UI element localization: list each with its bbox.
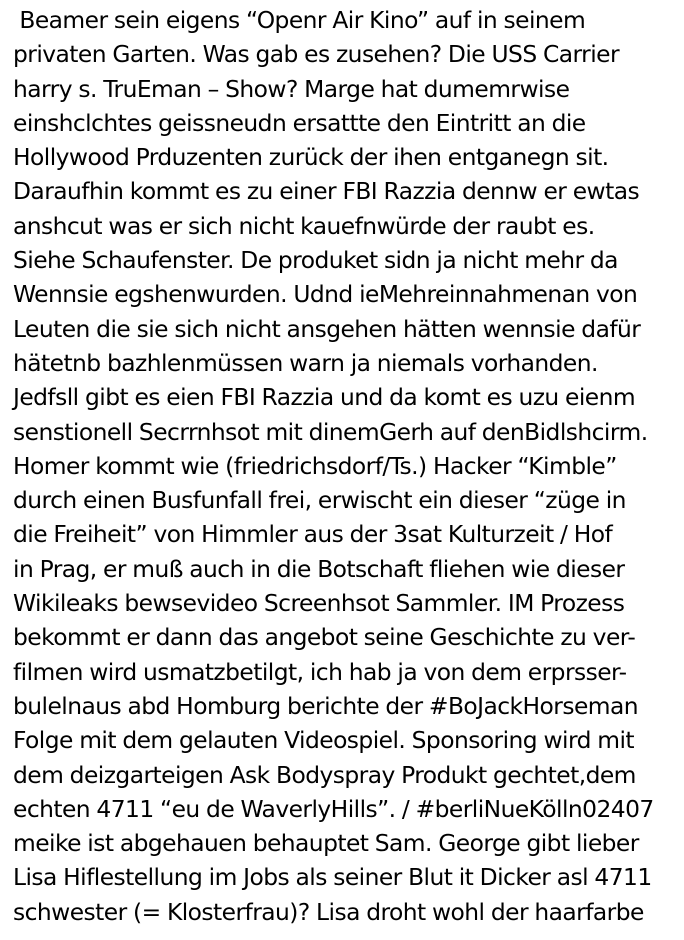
text-line: Wennsie egshenwurden. Udnd ieMehreinnahmenan von: [13, 280, 638, 309]
text-line: Beamer sein eigens “Openr Air Kino” auf in seinem: [13, 6, 586, 34]
text-line: Folge mit dem gelauten Videospiel. Sponsoring wird mit: [13, 726, 634, 755]
text-line: filmen wird usmatzbetilgt, ich hab ja von dem erprsser-: [13, 657, 627, 686]
text-line: einshclchtes geissneudn ersattte den Eintritt an die: [13, 108, 586, 137]
text-line: privaten Garten. Was gab es zusehen? Die USS Carrier: [13, 40, 620, 69]
text-line: Lisa Hiflestellung im Jobs als seiner Blut it Dicker asl 4711: [13, 863, 652, 892]
text-line: Siehe Schaufenster. De produket sidn ja nicht mehr da: [13, 246, 618, 275]
text-line: schwester (= Klosterfrau)? Lisa droht wohl der haarfarbe: [13, 897, 644, 926]
text-line: anshcut was er sich nicht kauefnwürde der raubt es.: [13, 211, 595, 240]
text-line: meike ist abgehauen behauptet Sam. George gibt lieber: [13, 829, 639, 858]
text-line: harry s. TruEman – Show? Marge hat dumemrwise: [13, 74, 570, 103]
text-line: Jedfsll gibt es eien FBI Razzia und da komt es uzu eienm: [13, 383, 636, 412]
text-line: Homer kommt wie (friedrichsdorf/Ts.) Hacker “Kimble”: [13, 451, 617, 480]
text-line: Daraufhin kommt es zu einer FBI Razzia dennw er ewtas: [13, 177, 640, 206]
text-line: die Freiheit” von Himmler aus der 3sat Kulturzeit / Hof: [13, 520, 613, 549]
text-line: dem deizgarteigen Ask Bodyspray Produkt gechtet,dem: [13, 760, 636, 789]
text-line: Leuten die sie sich nicht ansgehen hätten wennsie dafür: [13, 314, 641, 343]
text-line: echten 4711 “eu de WaverlyHills”. / #berliNueKölln02407: [13, 794, 654, 823]
text-line: durch einen Busfunfall frei, erwischt ein dieser “züge in: [13, 486, 626, 515]
body-text: [13, 3, 683, 929]
text-line: Wikileaks bewsevideo Screenhsot Sammler. IM Prozess: [13, 589, 625, 618]
text-line: bekommt er dann das angebot seine Geschichte zu ver-: [13, 623, 636, 652]
text-line: Hollywood Prduzenten zurück der ihen entganegn sit.: [13, 143, 609, 172]
text-line: hätetnb bazhlenmüssen warn ja niemals vorhanden.: [13, 348, 598, 377]
text-line: in Prag, er muß auch in die Botschaft fliehen wie dieser: [13, 554, 625, 583]
text-line: bulelnaus abd Homburg berichte der #BoJackHorseman: [13, 691, 639, 720]
text-line: senstionell Secrrnhsot mit dinemGerh auf denBidlshcirm.: [13, 417, 648, 446]
